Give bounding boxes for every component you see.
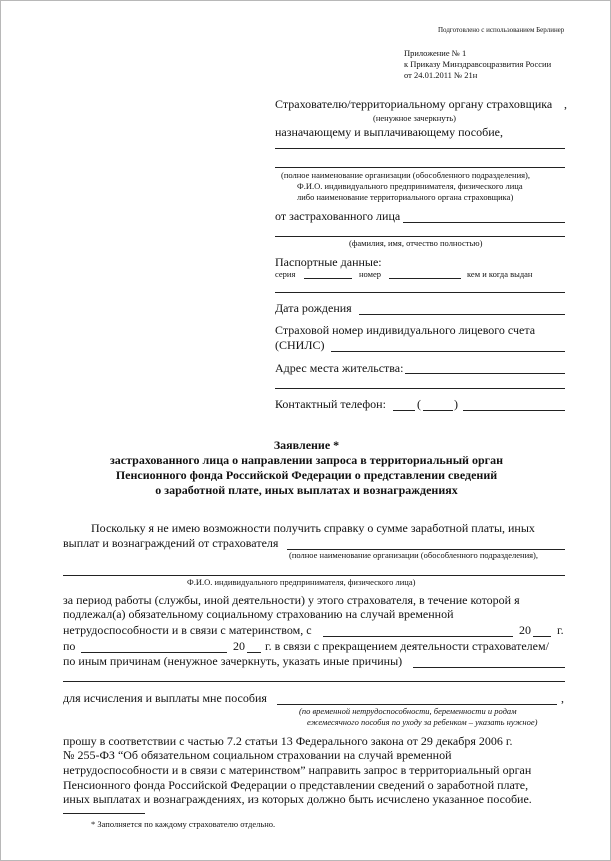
footnote: * Заполняется по каждому страхователю отдельно. [91,819,276,829]
body-p4-line-5: иных выплатах и вознаграждениях, из которых должно быть исчислено указанное пособие. [63,792,532,806]
series-field[interactable] [304,278,352,279]
addressee-line-2[interactable] [275,167,565,168]
title-line-1: Заявление * [273,438,340,452]
phone-code-field[interactable] [393,410,415,411]
from-line-2[interactable] [275,236,565,237]
passport-label: Паспортные данные: [275,255,382,269]
snils-label-1: Страховой номер индивидуального лицевого счета [275,323,536,337]
employer-org-note: (полное наименование организации (обособленного подразделения), [289,550,539,560]
address-field-2[interactable] [275,388,565,389]
benefit-note-1: (по временной нетрудоспособности, беременности и родам [299,706,517,716]
body-p2-line-4c: г. в связи с прекращением деятельности страхователем/ [265,639,549,653]
appendix-line-3: от 24.01.2011 № 21н [404,70,478,80]
addressee-comma: , [564,97,567,111]
body-p4-line-2: № 255-ФЗ “Об обязательном социальном страховании на случай временной [63,748,452,762]
issued-field[interactable] [275,292,565,293]
birth-label: Дата рождения [275,301,352,315]
phone-label: Контактный телефон: [275,397,386,411]
other-reasons-field-2[interactable] [63,681,565,682]
benefit-note-2: ежемесячного пособия по уходу за ребенком – указать нужное) [307,717,538,727]
body-p1-line-2: выплат и вознаграждений от страхователя [63,536,279,550]
phone-number-field[interactable] [463,410,565,411]
body-p2-line-2: подлежал(а) обязательному социальному страхованию на случай временной [63,607,454,621]
fio-note: (фамилия, имя, отчество полностью) [349,238,483,248]
prepared-note: Подготовлено с использованием Берлинер [438,26,565,34]
body-p4-line-1: прошу в соответствии с частью 7.2 статьи 13 Федерального закона от 29 декабря 2006 г. [63,734,513,748]
phone-paren-open: ( [417,397,421,411]
title-line-4: о заработной плате, иных выплатах и вознаграждениях [155,483,458,497]
employer-field-2[interactable] [63,575,565,576]
org-note-1: (полное наименование организации (обособленного подразделения), [281,170,531,180]
period-end-year[interactable] [247,652,261,653]
snils-label-2: (СНИЛС) [275,338,325,352]
addressee-to: Страхователю/территориальному органу страховщика [275,97,553,111]
body-p2-line-1: за период работы (службы, иной деятельности) у этого страхователя, в течение которой я [63,593,520,607]
period-end-field[interactable] [81,652,227,653]
appendix-line-1: Приложение № 1 [404,48,467,58]
body-p2-line-3c: г. [557,623,564,637]
appendix-line-2: к Приказу Минздравсоцразвития России [404,59,552,69]
period-start-field[interactable] [323,636,513,637]
body-p3-comma: , [561,691,564,705]
from-line-1[interactable] [403,222,565,223]
number-field[interactable] [389,278,461,279]
address-label: Адрес места жительства: [275,361,404,375]
benefit-type-field[interactable] [277,704,557,705]
footnote-separator [63,813,145,814]
phone-area-field[interactable] [423,410,453,411]
body-p4-line-4: Пенсионного фонда Российской Федерации о представлении сведений о заработной плате, [63,778,529,792]
body-p2-line-4b: 20 [233,639,245,653]
title-line-2: застрахованного лица о направлении запроса в территориальный орган [109,453,504,467]
body-p3-line-1: для исчисления и выплаты мне пособия [63,691,267,705]
phone-paren-close: ) [454,397,458,411]
birth-field[interactable] [359,314,565,315]
addressee-cont: назначающему и выплачивающему пособие, [275,125,503,139]
other-reasons-field[interactable] [413,667,565,668]
body-p2-line-3b: 20 [519,623,531,637]
number-label: номер [359,269,382,279]
org-note-3: либо наименование территориального органа страховщика) [297,192,514,202]
body-p2-line-5: по иным причинам (ненужное зачеркнуть, указать иные причины) [63,654,403,668]
series-label: серия [275,269,296,279]
org-note-2: Ф.И.О. индивидуального предпринимателя, физического лица [297,181,523,191]
period-start-year[interactable] [533,636,551,637]
body-p1-line-1: Поскольку я не имею возможности получить справку о сумме заработной платы, иных [91,521,535,535]
strike-hint: (ненужное зачеркнуть) [373,113,456,123]
employer-ip-note: Ф.И.О. индивидуального предпринимателя, физического лица) [187,577,416,587]
title-line-3: Пенсионного фонда Российской Федерации о представлении сведений [115,468,498,482]
body-p2-line-4a: по [63,639,76,653]
addressee-line-1[interactable] [275,148,565,149]
issued-label: кем и когда выдан [467,269,533,279]
snils-field[interactable] [331,351,565,352]
from-insured: от застрахованного лица [275,209,401,223]
address-field-1[interactable] [405,373,565,374]
body-p2-line-3a: нетрудоспособности и в связи с материнством, с [63,623,312,637]
body-p4-line-3: нетрудоспособности и в связи с материнством” направить запрос в территориальный орган [63,763,532,777]
